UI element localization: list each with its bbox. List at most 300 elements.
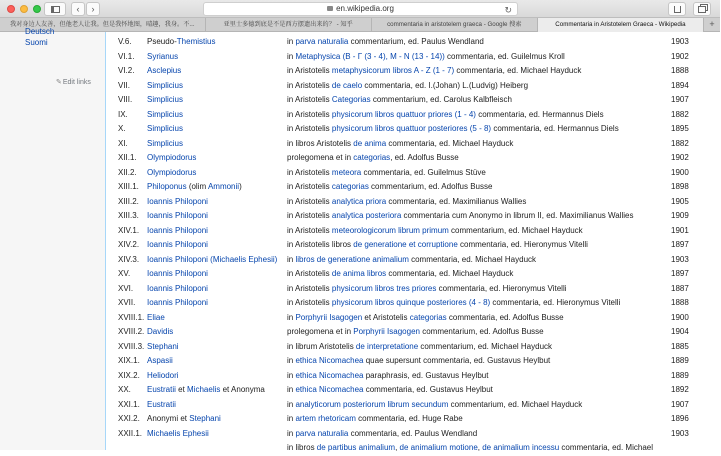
volume-number: XII.1. (118, 153, 137, 162)
wiki-link[interactable]: de animalium incessu (482, 443, 560, 452)
cell-text: in (287, 37, 296, 46)
wiki-link[interactable]: Porphyrii Isagogen (295, 312, 363, 322)
cell-text: commentaria, ed. Paulus Wendland (348, 428, 478, 438)
wiki-link[interactable]: Ioannis Philoponi (147, 240, 208, 249)
volume-number: XIV.2. (118, 240, 140, 249)
share-button[interactable] (668, 2, 686, 16)
cell-text: quae supersunt commentaria, ed. Gustavus Heylbut (363, 356, 551, 365)
cell-text: commentaria, ed. Hieronymus Vitelli (490, 298, 621, 307)
year-cell: 1909 (671, 211, 689, 220)
work-cell (287, 109, 604, 120)
table-row (106, 442, 721, 456)
table-row (106, 428, 721, 442)
cell-text: in Aristotelis libros (287, 240, 354, 249)
table-row (106, 36, 721, 50)
wiki-link[interactable]: Michaelis (187, 385, 221, 394)
table-row (106, 268, 721, 282)
cell-text: et Anonyma (220, 385, 265, 394)
author-cell (147, 94, 183, 105)
cell-text: commentaria, ed. Michael Hayduck (386, 138, 514, 148)
work-cell (287, 123, 619, 134)
table-row (106, 399, 721, 413)
forward-icon: › (91, 4, 95, 14)
wiki-link[interactable]: Heliodori (147, 370, 179, 380)
cell-text: in Aristotelis (287, 269, 332, 278)
table-row (106, 283, 721, 297)
table-row (106, 65, 721, 79)
cell-text: commentarium, ed. Adolfus Busse (368, 182, 493, 191)
work-cell (287, 312, 564, 323)
language-link-suomi[interactable]: Suomi (25, 38, 48, 47)
author-cell (147, 196, 208, 207)
zoom-window-button[interactable] (33, 5, 41, 13)
year-cell: 1904 (671, 327, 689, 336)
pencil-icon: ✎ (56, 79, 62, 86)
wiki-link[interactable]: de anima libros (331, 269, 387, 278)
volume-number: XIII.3. (118, 211, 139, 220)
volume-number: VIII. (118, 95, 133, 104)
table-row (106, 210, 721, 224)
work-cell (287, 370, 488, 381)
sidebar-icon (51, 6, 60, 13)
author-cell (147, 152, 196, 163)
author-cell (147, 254, 277, 265)
work-cell (287, 181, 492, 192)
wiki-link[interactable]: ethica Nicomachea (295, 370, 364, 380)
author-cell (147, 283, 208, 294)
table-row (106, 94, 721, 108)
wiki-link[interactable]: Philoponus (147, 182, 187, 191)
author-cell (147, 399, 176, 410)
cell-text: commentaria, ed. I.(Johan) L.(Ludvig) Heiberg (362, 80, 529, 90)
table-row (106, 225, 721, 239)
work-cell (287, 210, 634, 221)
author-cell (147, 51, 178, 62)
cell-text: commentaria, ed. Gustavus Heylbut (363, 385, 493, 394)
volume-number: X. (118, 124, 126, 133)
year-cell: 1889 (671, 370, 689, 380)
work-cell (287, 80, 528, 91)
year-cell: 1894 (671, 80, 689, 90)
year-cell: 1900 (671, 167, 689, 177)
table-row (106, 239, 721, 253)
cell-text: et Aristotelis (362, 312, 410, 322)
new-tab-button[interactable]: + (709, 19, 715, 29)
author-cell (147, 370, 179, 381)
volume-number: VI.2. (118, 66, 135, 75)
article-content (105, 32, 720, 450)
wiki-link[interactable]: physicorum libros quinque posteriores (4 - 8) (331, 298, 491, 307)
work-cell (287, 341, 552, 352)
volume-number: XX. (118, 385, 131, 394)
cell-text: commentaria, ed. Hermannus Diels (475, 109, 604, 119)
volume-number: XIII.2. (118, 196, 139, 206)
back-icon: ‹ (76, 4, 80, 14)
table-row (106, 109, 721, 123)
wiki-link[interactable]: Ioannis Philoponi (147, 211, 208, 220)
browser-toolbar (0, 0, 720, 18)
author-cell (147, 65, 181, 76)
volume-number: XIX.1. (118, 356, 140, 365)
close-window-button[interactable] (7, 5, 15, 13)
wiki-link[interactable]: Syrianus (147, 51, 179, 61)
wiki-link[interactable]: categorias (353, 153, 391, 162)
author-cell (147, 268, 208, 279)
year-cell: 1882 (671, 138, 689, 148)
wiki-link[interactable]: Eustratii (147, 399, 176, 409)
wiki-link[interactable]: de partibus animalium (316, 443, 396, 452)
work-cell (287, 283, 567, 294)
work-cell (287, 196, 526, 207)
wiki-link[interactable]: Simplicius (147, 80, 184, 90)
author-cell (147, 384, 265, 395)
volume-number: XVIII.1. (118, 312, 145, 322)
year-cell: 1897 (671, 269, 689, 278)
cell-text: commentaria, ed. Michael Hayduck (408, 254, 537, 264)
year-cell: 1907 (671, 95, 689, 104)
tab-2[interactable]: 亚里士多德到底是不是西方摆遗出来的？ - 知乎 (206, 18, 372, 32)
cell-text: in Aristotelis (287, 225, 332, 235)
author-cell (147, 341, 179, 352)
cell-text: commentarium, ed. Michael Hayduck (448, 399, 583, 409)
cell-text: (olim (186, 182, 208, 191)
year-cell: 1898 (671, 182, 689, 191)
volume-number: XXI.2. (118, 414, 140, 423)
volume-number: XIII.1. (118, 182, 139, 191)
volume-number: XVII. (118, 298, 136, 307)
author-cell (147, 428, 209, 439)
cell-text: commentaria, ed. Michael Hayduck (454, 66, 582, 75)
year-cell: 1900 (671, 312, 689, 322)
work-cell (287, 94, 512, 105)
work-cell (287, 297, 620, 308)
cell-text: commentaria, ed. Maximilianus Wallies (386, 196, 527, 206)
author-cell (147, 181, 242, 192)
cell-text: in Aristotelis (287, 95, 332, 104)
work-cell (287, 36, 484, 47)
year-cell: 1901 (671, 225, 689, 235)
cell-text: commentaria, ed. Michael Hayduck (386, 269, 514, 278)
cell-text: in (287, 399, 296, 409)
year-cell: 1903 (671, 37, 689, 46)
work-cell (287, 355, 550, 366)
wiki-link[interactable]: analyticorum posteriorum librum secundum (295, 399, 449, 409)
work-cell (287, 442, 653, 453)
work-cell (287, 167, 486, 178)
table-row (106, 370, 721, 384)
cell-text: commentaria, ed. Hieronymus Vitelli (436, 283, 567, 293)
lock-icon (327, 6, 333, 11)
wiki-link[interactable]: de caelo (331, 80, 363, 90)
year-cell: 1882 (671, 109, 689, 119)
wiki-link[interactable]: physicorum libros quattuor priores (1 - 4) (331, 109, 476, 119)
volume-number: IX. (118, 109, 128, 119)
volume-number: XXII.1. (118, 428, 143, 438)
volume-number: XII.2. (118, 167, 137, 177)
work-cell (287, 152, 459, 163)
forward-button[interactable] (86, 2, 100, 16)
year-cell: 1907 (671, 399, 689, 409)
table-row (106, 138, 721, 152)
wiki-link[interactable]: Porphyrii Isagogen (353, 327, 420, 336)
wiki-link[interactable]: de generatione et corruptione (353, 240, 458, 249)
cell-text: commentaria, ed. Hermannus Diels (491, 124, 619, 133)
wiki-link[interactable]: de anima (353, 138, 387, 148)
wiki-link[interactable]: de interpretatione (355, 341, 419, 351)
cell-text: et (175, 385, 188, 394)
work-cell (287, 399, 582, 410)
cell-text: paraphrasis, ed. Gustavus Heylbut (363, 370, 489, 380)
volume-number: XV. (118, 269, 131, 278)
wiki-link[interactable]: Stephani (147, 341, 179, 351)
cell-text: in librum Aristotelis (287, 341, 356, 351)
table-row (106, 384, 721, 398)
cell-text: , ed. Adolfus Busse (390, 153, 459, 162)
cell-text: commentaria, ed. Guilelmus Stüve (361, 167, 486, 177)
year-cell: 1902 (671, 51, 689, 61)
author-cell (147, 312, 165, 323)
cell-text: Anonymi et (147, 414, 190, 423)
volume-number: XVI. (118, 283, 134, 293)
wiki-link[interactable]: ethica Nicomachea (295, 385, 364, 394)
wiki-link[interactable]: Ioannis Philoponi (147, 225, 208, 235)
cell-text: in libros Aristotelis (287, 138, 354, 148)
work-cell (287, 239, 588, 250)
work-cell (287, 138, 513, 149)
tab-bar (0, 18, 720, 32)
cell-text: commentaria, ed. Guilelmus Kroll (444, 51, 565, 61)
cell-text: in (287, 356, 296, 365)
cell-text: , (477, 443, 483, 452)
cell-text: commentaria cum Anonymo in librum II, ed. Maximilianus Wallies (401, 211, 634, 220)
wiki-link[interactable]: categorias (331, 182, 369, 191)
work-cell (287, 326, 544, 337)
work-cell (287, 384, 493, 395)
language-link-deutsch[interactable]: Deutsch (25, 27, 55, 36)
wiki-link[interactable]: parva naturalia (295, 428, 349, 438)
author-cell (147, 210, 208, 221)
address-bar[interactable] (203, 2, 518, 16)
edit-links-link[interactable] (56, 78, 91, 86)
cell-text: Pseudo- (147, 37, 177, 46)
wiki-link[interactable]: categorias (409, 312, 447, 322)
wiki-link[interactable]: libros de generatione animalium (295, 254, 409, 264)
table-row (106, 80, 721, 94)
cell-text: in (287, 385, 296, 394)
table-row (106, 196, 721, 210)
show-tabs-button[interactable] (693, 2, 711, 16)
cell-text: commentarium, ed. Michael Hayduck (418, 341, 553, 351)
wiki-link[interactable]: physicorum libros quattuor posteriores (5 - 8) (331, 124, 492, 133)
cell-text: in Aristotelis (287, 182, 332, 191)
cell-text: in Aristotelis (287, 109, 332, 119)
wiki-link[interactable]: physicorum libros tres priores (331, 283, 437, 293)
cell-text: in (287, 312, 296, 322)
work-cell (287, 428, 477, 439)
work-cell (287, 254, 536, 265)
edit-links-label: Edit links (62, 79, 91, 86)
tab-4-active[interactable]: Commentaria in Aristotelem Graeca - Wikipedia (538, 18, 704, 32)
wiki-link[interactable]: analytica priora (331, 196, 387, 206)
tab-1[interactable]: 我对身边人友善，但他老人让我。但是我怀地图，晴趣，我身。不... (0, 18, 206, 32)
author-cell (147, 297, 208, 308)
author-cell (147, 167, 196, 178)
author-cell (147, 109, 183, 120)
table-row (106, 326, 721, 340)
wiki-link[interactable]: Ioannis Philoponi (147, 283, 208, 293)
author-cell (147, 138, 183, 149)
cell-text: in Aristotelis (287, 196, 332, 206)
wiki-link[interactable]: Simplicius (147, 95, 184, 104)
wiki-link[interactable]: Eliae (147, 312, 165, 322)
cell-text: commentarium, ed. Adolfus Busse (419, 327, 544, 336)
cell-text: in (287, 414, 296, 423)
cell-text: in Aristotelis (287, 167, 332, 177)
author-cell (147, 80, 183, 91)
cell-text: commentaria, ed. Hieronymus Vitelli (457, 240, 588, 249)
table-row (106, 297, 721, 311)
wiki-link[interactable]: metaphysicorum libros A - Z (1 - 7) (331, 66, 455, 75)
wiki-link[interactable]: Olympiodorus (147, 167, 197, 177)
sidebar-toggle-button[interactable] (44, 2, 66, 16)
cell-text: in Aristotelis (287, 211, 332, 220)
volume-number: XIV.3. (118, 254, 140, 264)
wiki-sidebar (0, 27, 105, 450)
wiki-link[interactable]: parva naturalia (295, 37, 349, 46)
cell-text: commentaria, ed. Huge Rabe (355, 414, 463, 423)
cell-text: commentarium, ed. Paulus Wendland (348, 37, 484, 46)
year-cell: 1888 (671, 298, 689, 307)
volume-number: XXI.1. (118, 399, 140, 409)
volume-number: XIX.2. (118, 370, 140, 380)
cell-text: commentarium, ed. Carolus Kalbfleisch (370, 95, 512, 104)
author-cell (147, 225, 208, 236)
reload-icon[interactable]: ↻ (504, 5, 512, 15)
cell-text: prolegomena et in (287, 327, 354, 336)
cell-text: in (287, 428, 296, 438)
cell-text: in Aristotelis (287, 283, 332, 293)
table-row (106, 123, 721, 137)
wiki-link[interactable]: Ioannis Philoponi (Michaelis Ephesii) (147, 254, 278, 264)
wiki-link[interactable]: Simplicius (147, 109, 184, 119)
window-controls (7, 5, 41, 13)
volume-number: V.6. (118, 37, 132, 46)
cell-text: in Aristotelis (287, 124, 332, 133)
tabs-overview-icon (698, 6, 706, 13)
table-row (106, 181, 721, 195)
wiki-link[interactable]: Ioannis Philoponi (147, 196, 208, 206)
year-cell: 1895 (671, 124, 689, 133)
wiki-link[interactable]: Simplicius (147, 138, 184, 148)
year-cell: 1896 (671, 414, 689, 423)
year-cell: 1889 (671, 356, 689, 365)
table-row (106, 355, 721, 369)
author-cell (147, 355, 173, 366)
work-cell (287, 268, 513, 279)
cell-text: in Aristotelis (287, 298, 332, 307)
year-cell: 1905 (671, 196, 689, 206)
year-cell: 1902 (671, 153, 689, 162)
cell-text: commentaria, ed. Michael (559, 443, 653, 452)
volume-number: XIV.1. (118, 225, 140, 235)
table-row (106, 341, 721, 355)
minimize-window-button[interactable] (20, 5, 28, 13)
work-cell (287, 51, 565, 62)
volume-number: VI.1. (118, 51, 135, 61)
wiki-link[interactable]: Simplicius (147, 124, 184, 133)
wiki-link[interactable]: Ioannis Philoponi (147, 298, 208, 307)
author-cell (147, 239, 208, 250)
wiki-link[interactable]: Eustratii (147, 385, 176, 394)
back-button[interactable] (71, 2, 85, 16)
wiki-link[interactable]: ethica Nicomachea (295, 356, 364, 365)
table-row (106, 167, 721, 181)
year-cell: 1888 (671, 66, 689, 75)
cell-text: in (287, 254, 296, 264)
wiki-link[interactable]: Michaelis Ephesii (147, 428, 209, 438)
year-cell: 1903 (671, 428, 689, 438)
wiki-link[interactable]: Categorias (331, 95, 371, 104)
wiki-link[interactable]: Asclepius (147, 66, 182, 75)
cell-text: ) (239, 182, 242, 191)
cell-text: in (287, 51, 296, 61)
cell-text: in (287, 370, 296, 380)
author-cell (147, 326, 173, 337)
wiki-link[interactable]: Davidis (147, 327, 174, 336)
volume-number: XVIII.3. (118, 341, 145, 351)
year-cell: 1892 (671, 385, 689, 394)
cell-text: commentarium, ed. Michael Hayduck (448, 225, 583, 235)
wiki-link[interactable]: artem rhetoricam (295, 414, 356, 423)
wiki-link[interactable]: Stephani (189, 414, 221, 423)
cell-text: commentaria, ed. Adolfus Busse (446, 312, 564, 322)
tab-3[interactable]: commentaria in aristotelem graeca - Google 搜索 (372, 18, 538, 32)
year-cell: 1897 (671, 240, 689, 249)
volume-number: XI. (118, 138, 128, 148)
cell-text: in Aristotelis (287, 80, 332, 90)
wiki-link[interactable]: Ammonii (207, 182, 240, 191)
cell-text: in Aristotelis (287, 66, 332, 75)
share-icon (674, 6, 681, 13)
year-cell: 1887 (671, 283, 689, 293)
url-text: en.wikipedia.org (336, 4, 394, 13)
wiki-link[interactable]: analytica posteriora (331, 211, 402, 220)
cell-text: in libros (287, 443, 317, 452)
author-cell (147, 413, 221, 424)
volume-number: VII. (118, 80, 131, 90)
work-cell (287, 413, 463, 424)
work-cell (287, 65, 581, 76)
wiki-link[interactable]: Themistius (176, 37, 216, 46)
table-row (106, 312, 721, 326)
wiki-link[interactable]: meteora (331, 167, 362, 177)
wiki-link[interactable]: de animalium motione (399, 443, 478, 452)
author-cell (147, 36, 215, 47)
year-cell: 1885 (671, 341, 689, 351)
table-row (106, 152, 721, 166)
table-row (106, 413, 721, 427)
cell-text: , (395, 443, 400, 452)
table-row (106, 254, 721, 268)
wiki-link[interactable]: Metaphysica (B - Γ (3 - 4), M - N (13 - 14)) (295, 51, 445, 61)
volume-number: XVIII.2. (118, 327, 145, 336)
wiki-link[interactable]: Aspasii (147, 356, 173, 365)
table-row (106, 51, 721, 65)
wiki-link[interactable]: meteorologicorum librum primum (331, 225, 449, 235)
author-cell (147, 123, 183, 134)
wiki-link[interactable]: Ioannis Philoponi (147, 269, 208, 278)
wiki-link[interactable]: Olympiodorus (147, 153, 197, 162)
